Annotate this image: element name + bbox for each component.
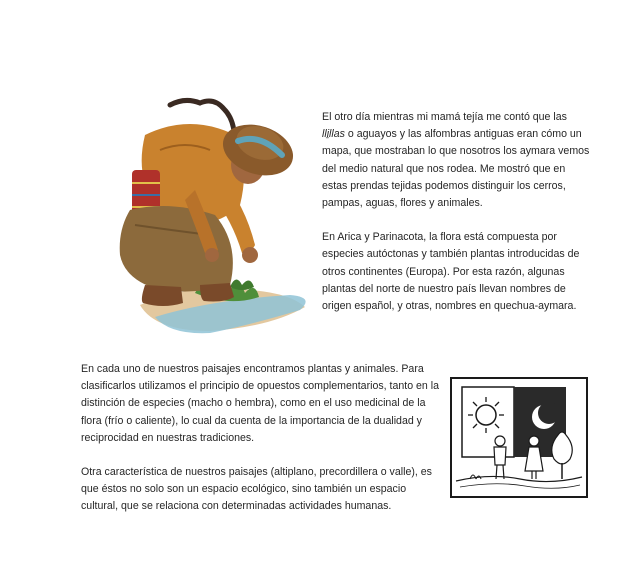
woman-picking-plants-illustration [100,95,320,340]
intro-paragraph-1-italic-term: lli̱llas [322,128,345,141]
body-text [81,361,441,516]
body-paragraph-2: Otra característica de nuestros paisajes (altiplano, precordillera o valle), es que éstos no solo son un espacio ecológico, sino también un espacio cultural, que se relaciona con determinadas actividades humanas. [81,466,432,513]
body-paragraph-1: En cada uno de nuestros paisajes encontramos plantas y animales. Para clasificarlos utilizamos el principio de opuestos complementarios, tanto en la distinción de especies (macho o hembra), como en el uso medicinal de la flora (frío o caliente), lo cual da cuenta de la importancia de la dualidad y reciprocidad en nuestras tradiciones. [81,363,440,444]
intro-paragraph-2: En Arica y Parinacota, la flora está compuesta por especies autóctonas y también plantas introducidas de otros continentes (Europa). Por esta razón, algunas plantas del norte de nuestro país llevan nombres de origen español, y otras, nombres en quechua-aymara. [322,231,580,313]
intro-paragraph-1-start: El otro día mientras mi mamá tejía me contó que las [322,111,567,123]
intro-text [322,109,592,315]
intro-paragraph-1 [322,109,592,212]
sun-moon-duality-illustration [450,377,588,498]
intro-paragraph-1-end: o aguayos y las alfombras antiguas eran cómo un mapa, que mostraban lo que nosotros los aymara vemos del medio natural que nos rodea. Me mostró que en estas prendas tejidas podemos distinguir los cerros, pampas, aguas, flores y animales. [322,128,590,210]
